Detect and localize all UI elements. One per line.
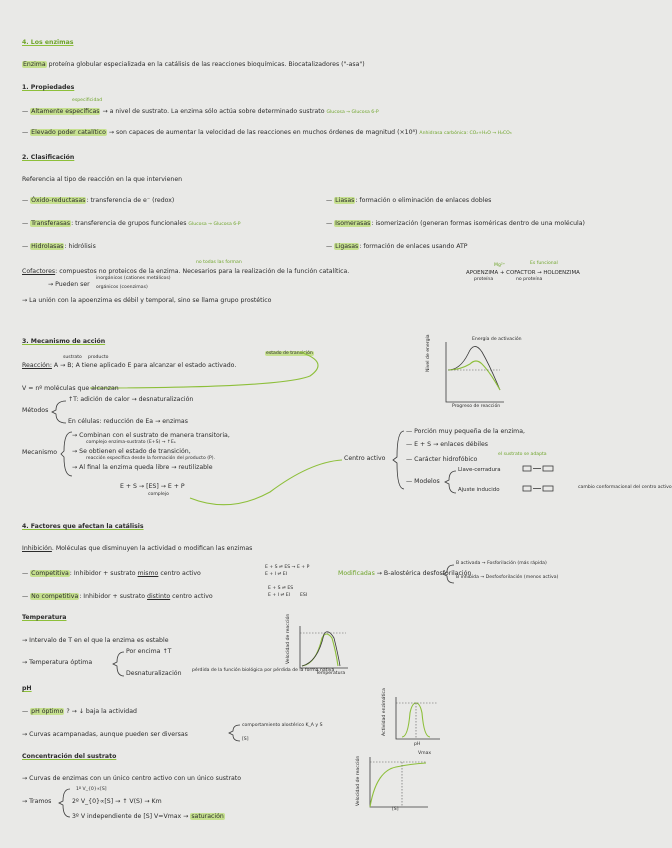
ph-3: comportamiento alostérico K_A y S — [242, 723, 323, 728]
ph-4: [S] — [242, 737, 249, 742]
cofactores-line: Cofactores: compuestos no proteicos de la enzima. Necesarios para la realización de la función catalítica. — [22, 268, 350, 275]
conc-2: → Tramos — [22, 798, 52, 805]
temperatura-title: Temperatura — [22, 614, 67, 621]
comp-eq2: E + I ⇌ EI — [265, 572, 288, 577]
substrate-x: [S] — [392, 807, 399, 812]
metodos-1: ↑T: adición de calor → desnaturalización — [68, 396, 194, 403]
temp-2: → Temperatura óptima — [22, 659, 93, 666]
substrate-y: Velocidad de reacción — [356, 755, 361, 806]
reac-sub-b: producto — [88, 355, 109, 360]
intro-text: proteína globular especializada en la catálisis de las reacciones bioquímicas. Biocatalizadores ("-asa") — [48, 61, 365, 68]
ph-x: pH — [414, 742, 421, 747]
intro-line — [22, 61, 365, 69]
mec-3: → Se obtienen el estado de transición, — [72, 448, 191, 455]
mec-4: reacción específica desde la formación del producto (P). — [86, 456, 216, 461]
competitiva-line: — Competitiva: Inhibidor + sustrato mismo centro activo — [22, 570, 201, 577]
mec-5: → Al final la enzima queda libre → reutilizable — [72, 464, 213, 471]
reac-bubble: estado de transición — [266, 351, 313, 356]
reac-sub-a: sustrato — [63, 355, 82, 360]
propiedades-title: 1. Propiedades — [22, 84, 75, 91]
cof-eq-sub1: proteína — [474, 277, 494, 282]
comp-mod: Modificadas → B-alostérica desfosforilación — [338, 570, 472, 577]
nocomp-eq3: ESI — [300, 593, 308, 598]
conc-3: 1º V_{0}∝[S] — [76, 787, 107, 792]
ph-1: — pH óptimo ? → ↓ baja la actividad — [22, 708, 137, 715]
cof-eq: APOENZIMA + COFACTOR → HOLOENZIMA — [466, 270, 580, 276]
temperature-chart — [296, 626, 350, 670]
modelos-brace — [444, 470, 458, 494]
conc-1: → Curvas de enzimas con un único centro activo con un único sustrato — [22, 775, 242, 782]
clasificacion-intro: Referencia al tipo de reacción en la que intervienen — [22, 176, 183, 183]
comp-act: B activada → Fosforilación (más rápida) — [456, 561, 547, 566]
cof-pueden: → Pueden ser — [48, 281, 90, 288]
ph-brace — [228, 724, 242, 742]
class-isomerasas: — Isomerasas: isomerización (generan formas isoméricas dentro de una molécula) — [326, 220, 585, 227]
ph-y: Actividad enzimática — [382, 688, 387, 736]
mec-2: complejo enzima-sustrato (E+S) → ↑Eₐ — [86, 440, 176, 445]
annot-nofabrica: no todas las forman — [196, 260, 242, 265]
class-ligasas: — Ligasas: formación de enlaces usando ATP — [326, 243, 468, 250]
cof-union: → La unión con la apoenzima es débil y temporal, sino se llama grupo prostético — [22, 297, 272, 304]
comp-inact: B inhibida → Desfosforilación (menos activa) — [456, 575, 559, 580]
comp-eq1: E + S ⇌ ES → E + P — [265, 565, 310, 570]
annot-especificidad: especificidad — [72, 98, 103, 103]
cof-org: orgánicos (coenzimas) — [96, 285, 148, 290]
conc-4: 2º V_{0}∝[S] → ↑ V(S) → Km — [72, 798, 162, 805]
nocompetitiva-line: — No competitiva: Inhibidor + sustrato distinto centro activo — [22, 593, 213, 600]
energy-label: Energía de activación — [472, 337, 522, 342]
conc-5: 3º V independiente de [S] V=Vmax → saturación — [72, 813, 224, 820]
ca-1: — Porción muy pequeña de la enzima, — [406, 428, 525, 435]
temp-4: Desnaturalización — [126, 670, 182, 677]
ca-llave: Llave-cerradura — [458, 467, 501, 473]
factores-title: 4. Factores que afectan la catálisis — [22, 523, 144, 530]
ca-3: — Carácter hidrofóbico — [406, 456, 478, 463]
ca-ajuste: Ajuste inducido — [458, 487, 500, 493]
ca-note2: cambio conformacional del centro activo — [578, 485, 672, 490]
centro-activo-brace — [392, 430, 406, 490]
v-line: V = nº moléculas que alcanzan — [22, 385, 119, 392]
clasificacion-title: 2. Clasificación — [22, 154, 75, 161]
conc-title: Concentración del sustrato — [22, 753, 117, 760]
energy-diagram — [442, 340, 508, 410]
ph-2: → Curvas acampanadas, aunque pueden ser diversas — [22, 731, 188, 738]
reac-bubble-outline — [240, 348, 330, 388]
comp-brace — [442, 564, 456, 584]
temp-3: Por encima ↑T — [126, 648, 172, 655]
substrate-chart — [366, 757, 430, 811]
section-title: 4. Los enzimas — [22, 39, 74, 46]
cof-inorg: inorgánicos (cationes metálicos) — [96, 276, 171, 281]
temp-x: Temperatura — [316, 671, 346, 676]
nocomp-eq1: E + S ⇌ ES — [268, 586, 294, 591]
energy-y: Nivel de energía — [426, 334, 431, 372]
centro-activo-label: Centro activo — [344, 455, 386, 462]
ca-4: — Modelos — [406, 478, 440, 485]
prop2-line: — Elevado poder catalítico → son capaces de aumentar la velocidad de las reacciones en muchos órdenes de magnitud (×10⁸) Anhidrasa carbónica: CO₂+H₂O → H₂CO₃ — [22, 129, 512, 136]
class-hidrolasas: — Hidrolasas: hidrólisis — [22, 243, 96, 250]
mecanismo-title: 3. Mecanismo de acción — [22, 338, 106, 345]
models-sketch — [505, 464, 575, 494]
metodos-label: Métodos — [22, 407, 49, 414]
inhibicion-line: Inhibición. Moléculas que disminuyen la actividad o modifican las enzimas — [22, 545, 253, 552]
nocomp-eq2: E + I ⇌ EI — [268, 593, 291, 598]
ca-2: — E + S → enlaces débiles — [406, 441, 488, 448]
conc-brace — [58, 788, 72, 818]
mec-eq-sub: complejo — [148, 492, 169, 497]
metodos-2: En células: reducción de Ea → enzimas — [68, 418, 188, 425]
cof-eq-top: Mg²⁺ — [494, 263, 506, 268]
class-transferasas: — Transferasas: transferencia de grupos funcionales Glucosa → Glucosa 6-P — [22, 220, 241, 227]
metodos-brace — [50, 400, 70, 424]
intro-term: Enzima — [23, 61, 46, 68]
mecanismo-label: Mecanismo — [22, 449, 58, 456]
ph-title: pH — [22, 685, 32, 692]
mec-eq: E + S → [ES] → E + P — [120, 483, 185, 490]
temp-note: pérdida de la función biológica por pérdida de la forma nativa — [192, 668, 335, 673]
temp-brace — [112, 651, 126, 677]
energy-x: Progreso de reacción — [452, 404, 501, 409]
cof-eq-sub2: no proteína — [516, 277, 543, 282]
mec-1: → Combinan con el sustrato de manera transitoria, — [72, 432, 230, 439]
class-liasas: — Liasas: formación o eliminación de enlaces dobles — [326, 197, 492, 204]
temp-1: → Intervalo de T en el que la enzima es estable — [22, 637, 169, 644]
temp-y: Velocidad de reacción — [286, 613, 291, 664]
cof-eq-top2: Es funcional — [530, 261, 558, 266]
ca-note: el sustrato se adapta — [498, 452, 547, 457]
reaccion-line: Reacción: A → B; A tiene aplicado E para alcanzar el estado activado. — [22, 362, 237, 369]
substrate-vmax: Vmax — [418, 751, 432, 756]
ph-chart — [392, 697, 442, 743]
class-oxido: — Óxido-reductasas: transferencia de e⁻ (redox) — [22, 197, 175, 204]
prop1-line: — Altamente específicas → a nivel de sustrato. La enzima sólo actúa sobre determinado sustrato Glucosa → Glucosa 6-P — [22, 108, 379, 115]
